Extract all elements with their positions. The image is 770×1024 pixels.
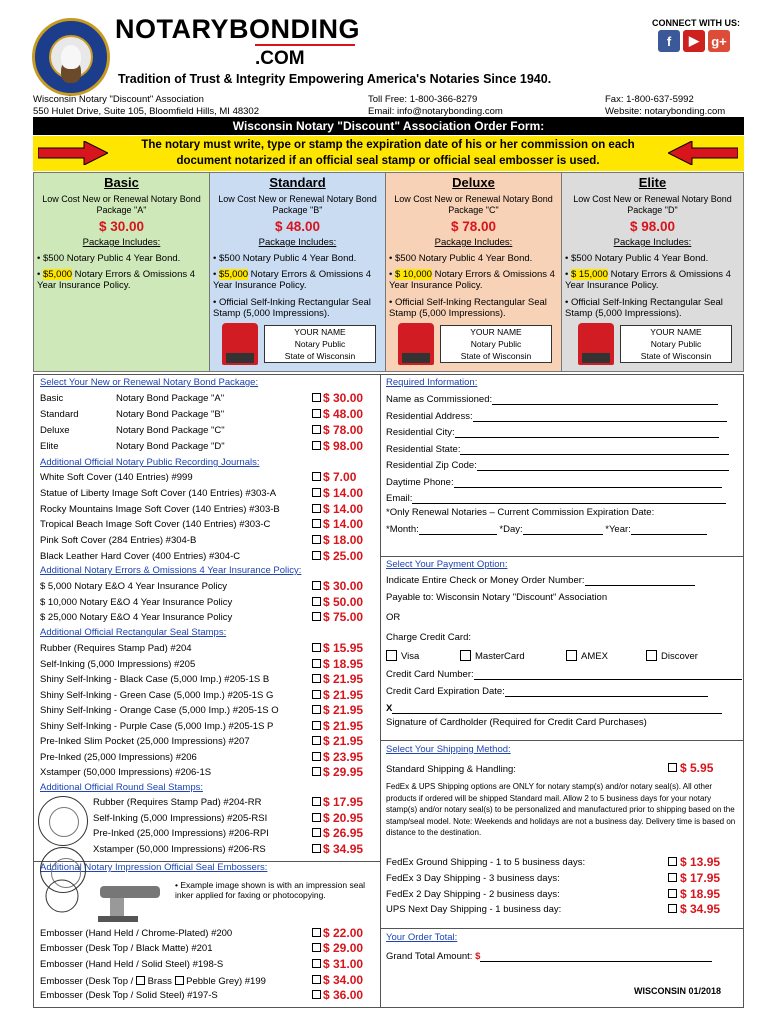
shipping-option-price: $ 34.95: [680, 902, 721, 917]
embosser-image: [40, 878, 170, 923]
card-label: AMEX: [581, 651, 608, 662]
journal-checkbox[interactable]: [312, 535, 321, 544]
embosser-price: $ 22.00: [323, 926, 364, 940]
eo-policy-label: $ 25,000 Notary E&O 4 Year Insurance Policy: [40, 612, 233, 623]
rect-stamp-price: $ 23.95: [323, 749, 364, 764]
package-eo: • $ 10,000 Notary Errors & Omissions 4 Year Insurance Policy.: [389, 269, 555, 291]
round-section-title: Additional Official Round Seal Stamps:: [40, 782, 203, 793]
package-name: Deluxe: [452, 175, 495, 190]
shipping-option-checkbox[interactable]: [668, 904, 677, 913]
required-field[interactable]: Residential Zip Code:: [386, 460, 729, 471]
rect-stamp-checkbox[interactable]: [312, 767, 321, 776]
signature-label: Signature of Cardholder (Required for Credit Card Purchases): [386, 717, 647, 728]
package-bond: • $500 Notary Public 4 Year Bond.: [389, 253, 533, 264]
embosser-checkbox[interactable]: [312, 959, 321, 968]
embosser-price: $ 36.00: [323, 988, 364, 1002]
journal-label: Pink Soft Cover (284 Entries) #304-B: [40, 535, 197, 547]
package-name: Elite: [638, 175, 667, 190]
shipping-option-checkbox[interactable]: [668, 857, 677, 866]
logo-underline: [255, 44, 355, 46]
shipping-note: FedEx & UPS Shipping options are ONLY for notary stamp(s) and/or notary seal(s). All other products if ordered will be shipped Standard mail. Allow 2 to 5 business days for your notary stamp(s) and/or notary seal(s) to be personalized and manufactured prior to shipping based on the stamp/seal model. Note: Weekends and holidays are not a business day. Delivery time is based on distance to the destination.: [386, 782, 736, 837]
eo-policy-checkbox[interactable]: [312, 612, 321, 621]
journal-checkbox[interactable]: [312, 504, 321, 513]
bond-option-row: Deluxe: [40, 425, 70, 436]
cc-number-field[interactable]: Credit Card Number:: [386, 669, 742, 680]
round-stamp-checkbox[interactable]: [312, 813, 321, 822]
package-standard[interactable]: [209, 172, 386, 372]
embosser-checkbox[interactable]: [312, 975, 321, 984]
rect-stamp-checkbox[interactable]: [312, 643, 321, 652]
package-name: Basic: [104, 175, 139, 190]
round-stamp-label: Xstamper (50,000 Impressions) #206-RS: [93, 843, 266, 855]
card-label: MasterCard: [475, 651, 525, 662]
card-checkbox[interactable]: [566, 650, 577, 661]
org-address: 550 Hulet Drive, Suite 105, Bloomfield Hills, MI 48302: [33, 106, 260, 117]
shipping-option-label: FedEx 2 Day Shipping - 2 business days:: [386, 888, 560, 900]
package-price: $ 78.00: [450, 219, 497, 234]
journal-checkbox[interactable]: [312, 519, 321, 528]
rect-stamp-price: $ 29.95: [323, 765, 364, 779]
package-price: $ 48.00: [274, 219, 321, 234]
round-stamp-checkbox[interactable]: [312, 797, 321, 806]
bond-option-desc: Notary Bond Package "C": [116, 425, 225, 436]
card-checkbox[interactable]: [460, 650, 471, 661]
package-price: $ 98.00: [629, 219, 676, 234]
eo-policy-price: $ 75.00: [323, 610, 364, 624]
required-field[interactable]: Residential City:: [386, 427, 719, 438]
rect-section-title: Additional Official Rectangular Seal Stamps:: [40, 627, 227, 638]
rect-stamp-label: Pre-Inked Slim Pocket (25,000 Impressions) #207: [40, 736, 250, 747]
required-field[interactable]: Residential State:: [386, 444, 729, 455]
or-label: OR: [386, 612, 401, 623]
eo-policy-price: $ 30.00: [323, 579, 364, 593]
notice-text: The notary must write, type or stamp the expiration date of his or her commission on each document notarized if an official seal stamp or official seal embosser is used.: [141, 139, 635, 167]
website[interactable]: Website: notarybonding.com: [605, 106, 726, 117]
bond-option-price: $ 30.00: [323, 391, 364, 405]
org-name: Wisconsin Notary "Discount" Association: [33, 94, 204, 105]
bond-option-desc: Notary Bond Package "B": [116, 409, 225, 420]
bond-option-checkbox[interactable]: [312, 393, 321, 402]
cc-exp-field[interactable]: Credit Card Expiration Date:: [386, 686, 708, 697]
fax: Fax: 1-800-637-5992: [605, 94, 694, 105]
eo-policy-price: $ 50.00: [323, 594, 364, 609]
association-seal-logo: [32, 18, 110, 96]
payable-to: Payable to: Wisconsin Notary "Discount" Association: [386, 592, 608, 603]
rect-stamp-checkbox[interactable]: [312, 721, 321, 730]
package-eo: • $5,000 Notary Errors & Omissions 4 Year Insurance Policy.: [37, 269, 196, 291]
rect-stamp-price: $ 21.95: [323, 734, 364, 748]
connect-label: CONNECT WITH US:: [652, 18, 740, 28]
divider: [380, 556, 744, 557]
eo-section-title: Additional Notary Errors & Omissions 4 Year Insurance Policy:: [40, 565, 302, 576]
journal-label: Statue of Liberty Image Soft Cover (140 Entries) #303-A: [40, 487, 277, 499]
rect-stamp-checkbox[interactable]: [312, 752, 321, 761]
shipping-option-price: $ 13.95: [680, 855, 721, 869]
shipping-option-label: FedEx 3 Day Shipping - 3 business days:: [386, 872, 560, 884]
bond-option-row: Standard: [40, 409, 79, 420]
rect-stamp-label: Shiny Self-Inking - Orange Case (5,000 Imp.) #205-1S O: [40, 705, 279, 716]
rect-stamp-price: $ 21.95: [323, 672, 364, 686]
journal-section-title: Additional Official Notary Public Recording Journals:: [40, 457, 260, 468]
rect-stamp-label: Shiny Self-Inking - Purple Case (5,000 Imp.) #205-1S P: [40, 720, 274, 732]
round-stamp-price: $ 20.95: [323, 810, 364, 825]
expiration-date-fields[interactable]: *Month: *Day: *Year:: [386, 524, 707, 535]
journal-price: $ 14.00: [323, 485, 364, 500]
standard-shipping-checkbox[interactable]: [668, 763, 677, 772]
required-field[interactable]: Daytime Phone:: [386, 477, 722, 488]
embosser-label: Embosser (Hand Held / Chrome-Plated) #200: [40, 928, 233, 939]
package-price: $ 30.00: [98, 219, 145, 234]
journal-checkbox[interactable]: [312, 488, 321, 497]
embosser-checkbox[interactable]: [312, 990, 321, 999]
email-contact[interactable]: Email: info@notarybonding.com: [368, 106, 503, 117]
round-stamp-label: Self-Inking (5,000 Impressions) #205-RSI: [93, 812, 268, 824]
package-desc: Low Cost New or Renewal Notary Bond Package "A": [42, 194, 201, 215]
required-field[interactable]: Residential Address:: [386, 411, 727, 422]
round-stamp-price: $ 26.95: [323, 826, 364, 840]
bond-option-row: Basic: [40, 393, 64, 404]
eo-policy-checkbox[interactable]: [312, 581, 321, 590]
rect-stamp-checkbox[interactable]: [312, 674, 321, 683]
embosser-price: $ 29.00: [323, 941, 364, 955]
round-stamp-checkbox[interactable]: [312, 828, 321, 837]
required-field[interactable]: Name as Commissioned:: [386, 394, 718, 405]
round-stamp-label: Pre-Inked (25,000 Impressions) #206-RPI: [93, 828, 269, 839]
round-stamp-price: $ 34.95: [323, 841, 364, 856]
rect-stamp-price: $ 18.95: [323, 656, 364, 671]
order-total-title: Your Order Total:: [386, 932, 458, 943]
renewal-note: *Only Renewal Notaries – Current Commission Expiration Date:: [386, 507, 655, 518]
bond-option-row: Elite: [40, 441, 59, 452]
form-version: WISCONSIN 01/2018: [634, 986, 722, 996]
standard-shipping-price: $ 5.95: [680, 761, 714, 775]
rect-stamp-price: $ 21.95: [323, 703, 364, 717]
bond-option-price: $ 78.00: [323, 423, 364, 437]
round-seal-image: [38, 796, 88, 846]
package-desc: Low Cost New or Renewal Notary Bond Package "D": [573, 194, 732, 215]
package-includes: Package Includes:: [434, 237, 513, 248]
embosser-price: $ 34.00: [323, 973, 364, 987]
signature-field[interactable]: X: [386, 703, 722, 714]
package-stamp: • Official Self-Inking Rectangular Seal Stamp (5,000 Impressions).: [565, 297, 723, 319]
bond-option-checkbox[interactable]: [312, 425, 321, 434]
package-desc: Low Cost New or Renewal Notary Bond Package "C": [394, 194, 553, 215]
journal-price: $ 18.00: [323, 533, 364, 548]
shipping-option-price: $ 18.95: [680, 886, 721, 901]
rect-stamp-price: $ 15.95: [323, 641, 364, 655]
shipping-option-checkbox[interactable]: [668, 873, 677, 882]
embosser-checkbox[interactable]: [312, 943, 321, 952]
package-eo: • $5,000 Notary Errors & Omissions 4 Year Insurance Policy.: [213, 269, 372, 291]
rect-stamp-label: Shiny Self-Inking - Green Case (5,000 Imp.) #205-1S G: [40, 689, 274, 701]
round-stamp-price: $ 17.95: [323, 795, 364, 809]
shipping-option-label: FedEx Ground Shipping - 1 to 5 business days:: [386, 857, 586, 868]
journal-label: Rocky Mountains Image Soft Cover (140 Entries) #303-B: [40, 503, 280, 515]
divider: [380, 740, 744, 741]
journal-label: Tropical Beach Image Soft Cover (140 Entries) #303-C: [40, 519, 271, 531]
site-logo-text: NOTARYBONDING: [115, 14, 360, 44]
check-number-field[interactable]: Indicate Entire Check or Money Order Number:: [386, 575, 695, 586]
bond-option-desc: Notary Bond Package "D": [116, 441, 225, 452]
bond-option-checkbox[interactable]: [312, 409, 321, 418]
bond-section-title: Select Your New or Renewal Notary Bond Package:: [40, 377, 259, 388]
package-desc: Low Cost New or Renewal Notary Bond Package "B": [218, 194, 377, 215]
eo-policy-label: $ 10,000 Notary E&O 4 Year Insurance Policy: [40, 596, 233, 608]
required-info-title: Required Information:: [386, 377, 478, 388]
embosser-checkbox[interactable]: [312, 928, 321, 937]
card-label: Visa: [401, 651, 420, 662]
toll-free: Toll Free: 1-800-366-8279: [368, 94, 478, 105]
round-stamp-label: Rubber (Requires Stamp Pad) #204-RR: [93, 797, 262, 808]
journal-price: $ 14.00: [323, 501, 364, 516]
embosser-price: $ 31.00: [323, 957, 364, 971]
stamp-image: YOUR NAME Notary Public State of Wisconsin: [218, 323, 378, 367]
rect-stamp-label: Shiny Self-Inking - Black Case (5,000 Imp.) #205-1S B: [40, 674, 270, 685]
tagline: Tradition of Trust & Integrity Empowering America's Notaries Since 1940.: [118, 72, 552, 86]
package-includes: Package Includes:: [613, 237, 692, 248]
journal-checkbox[interactable]: [312, 472, 321, 481]
package-stamp: • Official Self-Inking Rectangular Seal Stamp (5,000 Impressions).: [389, 297, 547, 319]
journal-price: $ 7.00: [323, 470, 357, 484]
journal-label: Black Leather Hard Cover (400 Entries) #304-C: [40, 551, 241, 562]
youtube-icon[interactable]: ▶: [683, 30, 705, 52]
stamp-image: YOUR NAME Notary Public State of Wisconsin: [394, 323, 554, 367]
embosser-section-title: Additional Notary Impression Official Seal Embossers:: [40, 862, 268, 873]
stamp-image: YOUR NAME Notary Public State of Wisconsin: [574, 323, 734, 367]
journal-price: $ 25.00: [323, 549, 364, 563]
embosser-label: Embosser (Desk Top / Black Matte) #201: [40, 943, 213, 954]
package-includes: Package Includes:: [82, 237, 161, 248]
round-stamp-checkbox[interactable]: [312, 844, 321, 853]
package-stamp: • Official Self-Inking Rectangular Seal Stamp (5,000 Impressions).: [213, 297, 371, 319]
bond-option-desc: Notary Bond Package "A": [116, 393, 225, 404]
required-field[interactable]: Email:: [386, 493, 726, 504]
form-banner: Wisconsin Notary "Discount" Association Order Form:: [33, 117, 744, 135]
package-eo: • $ 15,000 Notary Errors & Omissions 4 Year Insurance Policy.: [565, 269, 731, 291]
rect-stamp-price: $ 21.95: [323, 718, 364, 733]
package-bond: • $500 Notary Public 4 Year Bond.: [213, 253, 357, 264]
journal-label: White Soft Cover (140 Entries) #999: [40, 472, 193, 483]
eo-policy-checkbox[interactable]: [312, 597, 321, 606]
rect-stamp-label: Rubber (Requires Stamp Pad) #204: [40, 643, 192, 654]
google-plus-icon[interactable]: g+: [708, 30, 730, 52]
shipping-option-checkbox[interactable]: [668, 889, 677, 898]
shipping-option-label: UPS Next Day Shipping - 1 business day:: [386, 904, 562, 916]
embosser-label: Embosser (Hand Held / Solid Steel) #198-S: [40, 959, 224, 970]
rect-stamp-checkbox[interactable]: [312, 705, 321, 714]
card-checkbox[interactable]: [646, 650, 657, 661]
rect-stamp-label: Self-Inking (5,000 Impressions) #205: [40, 658, 196, 670]
embosser-label: Embosser (Desk Top / Brass Pebble Grey) #199: [40, 976, 266, 987]
package-deluxe[interactable]: [385, 172, 562, 372]
rect-stamp-label: Pre-Inked (25,000 Impressions) #206: [40, 751, 197, 763]
rect-stamp-checkbox[interactable]: [312, 690, 321, 699]
journal-checkbox[interactable]: [312, 551, 321, 560]
site-logo-dotcom: .COM: [255, 48, 305, 69]
facebook-icon[interactable]: f: [658, 30, 680, 52]
bond-option-price: $ 98.00: [323, 439, 364, 453]
card-checkbox[interactable]: [386, 650, 397, 661]
rect-stamp-price: $ 21.95: [323, 687, 364, 702]
package-elite[interactable]: [561, 172, 744, 372]
rect-stamp-checkbox[interactable]: [312, 659, 321, 668]
rect-stamp-label: Xstamper (50,000 Impressions) #206-1S: [40, 767, 212, 778]
embosser-label: Embosser (Desk Top / Solid Steel) #197-S: [40, 990, 218, 1001]
arrow-right-icon: [38, 141, 108, 165]
divider: [380, 928, 744, 929]
grand-total-field[interactable]: Grand Total Amount: $: [386, 951, 712, 962]
package-name: Standard: [269, 175, 326, 190]
shipping-title: Select Your Shipping Method:: [386, 744, 511, 755]
journal-price: $ 14.00: [323, 517, 364, 532]
bond-option-price: $ 48.00: [323, 407, 364, 421]
arrow-left-icon: [668, 141, 738, 165]
payment-title: Select Your Payment Option:: [386, 559, 508, 570]
card-label: Discover: [661, 651, 698, 662]
embosser-note: • Example image shown is with an impression seal inker applied for faxing or photocopying.: [175, 880, 366, 900]
package-includes: Package Includes:: [258, 237, 337, 248]
eo-policy-label: $ 5,000 Notary E&O 4 Year Insurance Policy: [40, 581, 227, 592]
package-bond: • $500 Notary Public 4 Year Bond.: [565, 253, 709, 264]
standard-shipping-label: Standard Shipping & Handling:: [386, 764, 516, 775]
package-bond: • $500 Notary Public 4 Year Bond.: [37, 253, 181, 264]
rect-stamp-checkbox[interactable]: [312, 736, 321, 745]
bond-option-checkbox[interactable]: [312, 441, 321, 450]
shipping-option-price: $ 17.95: [680, 870, 721, 885]
charge-card-label: Charge Credit Card:: [386, 632, 472, 643]
package-basic[interactable]: [33, 172, 210, 372]
